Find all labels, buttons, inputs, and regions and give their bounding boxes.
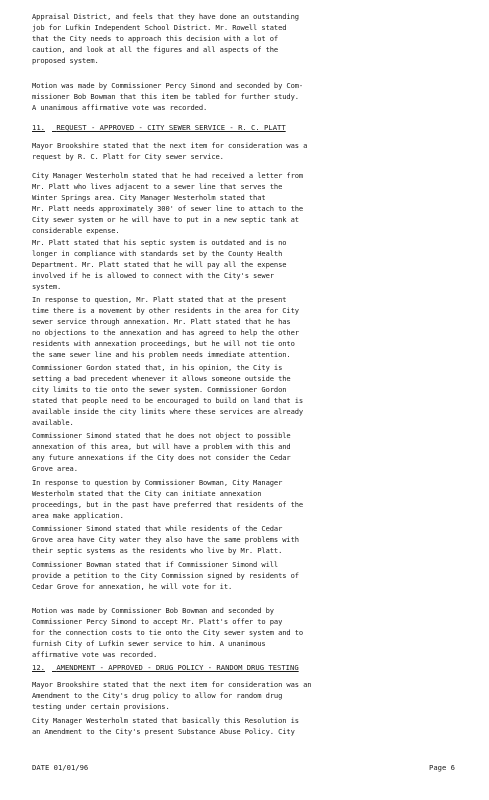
footer-date: DATE 01/01/96 bbox=[32, 763, 89, 772]
section-number: 11. bbox=[32, 123, 45, 132]
section-title: REQUEST - APPROVED - CITY SEWER SERVICE - R. C. PLATT bbox=[56, 123, 286, 132]
paragraph-westerholm-letter: City Manager Westerholm stated that he had received a letter from Mr. Platt who lives adjacent to a sewer line that serves the Winter Springs area. City Manager Westerholm stated that Mr. Platt needs approximately 300' of sewer line to attach to the City sewer system or he will have to put in a new septic tank at considerable expense. bbox=[32, 171, 304, 235]
section-title: AMENDMENT - APPROVED - DRUG POLICY - RANDOM DRUG TESTING bbox=[56, 663, 299, 672]
footer-page-number: Page 6 bbox=[429, 763, 455, 772]
section-heading-11 bbox=[32, 122, 456, 133]
paragraph-platt-annexation: In response to question, Mr. Platt stated that at the present time there is a movement by other residents in the area for City sewer service through annexation. Mr. Platt stated that he has no objections to the annexation and has agreed to help the other residents with annexation proceedings, but he will not tie onto the same sewer line and his problem needs immediate attention. bbox=[32, 295, 299, 359]
paragraph-bowman-petition: Commissioner Bowman stated that if Commissioner Simond will provide a petition to the City Commission signed by residents of Cedar Grove for annexation, he will vote for it. bbox=[32, 560, 299, 591]
paragraph-bowman-question: In response to question by Commissioner Bowman, City Manager Westerholm stated that the City can initiate annexation proceedings, but in the past have preferred that residents of the area make application. bbox=[32, 478, 304, 520]
paragraph-westerholm-resolution: City Manager Westerholm stated that basically this Resolution is an Amendment to the City's present Substance Abuse Policy. City bbox=[32, 716, 299, 736]
paragraph-motion-sewer: Motion was made by Commissioner Bob Bowman and seconded by Commissioner Percy Simond to accept Mr. Platt's offer to pay for the connection costs to tie onto the City sewer system and to furnish City of Lufkin sewer service to him. A unanimous affirmative vote was recorded. bbox=[32, 606, 304, 659]
paragraph-motion-table-item: Motion was made by Commissioner Percy Simond and seconded by Com- missioner Bob Bowman that this item be tabled for further study. A unanimous affirmative vote was recorded. bbox=[32, 81, 304, 112]
paragraph-appraisal-district: Appraisal District, and feels that they have done an outstanding job for Lufkin Independent School District. Mr. Rowell stated that the City needs to approach this decision with a lot of caution, and look at all the figures and all aspects of the proposed system. bbox=[32, 12, 299, 65]
paragraph-platt-request: Mayor Brookshire stated that the next item for consideration was a request by R. C. Platt for City sewer service. bbox=[32, 141, 308, 161]
paragraph-gordon-precedent: Commissioner Gordon stated that, in his opinion, the City is setting a bad precedent whenever it allows someone outside the city limits to tie onto the sewer system. Commissioner Gordon stated that people need to be encouraged to build on land that is available inside the city limits where these services are already available. bbox=[32, 363, 304, 427]
paragraph-drug-policy: Mayor Brookshire stated that the next item for consideration was an Amendment to the City's drug policy to allow for random drug testing under certain provisions. bbox=[32, 680, 312, 711]
section-heading-12 bbox=[32, 662, 456, 673]
paragraph-simond-septic: Commissioner Simond stated that while residents of the Cedar Grove area have City water they also have the same problems with their septic systems as the residents who live by Mr. Platt. bbox=[32, 524, 299, 555]
paragraph-simond-cedar-grove: Commissioner Simond stated that he does not object to possible annexation of this area, but will have a problem with this and any future annexations if the City does not consider the Cedar Grove area. bbox=[32, 431, 291, 473]
paragraph-platt-septic: Mr. Platt stated that his septic system is outdated and is no longer in compliance with standards set by the County Health Department. Mr. Platt stated that he will pay all the expense involved if he is allowed to connect with the City's sewer system. bbox=[32, 238, 287, 291]
section-number: 12. bbox=[32, 663, 45, 672]
